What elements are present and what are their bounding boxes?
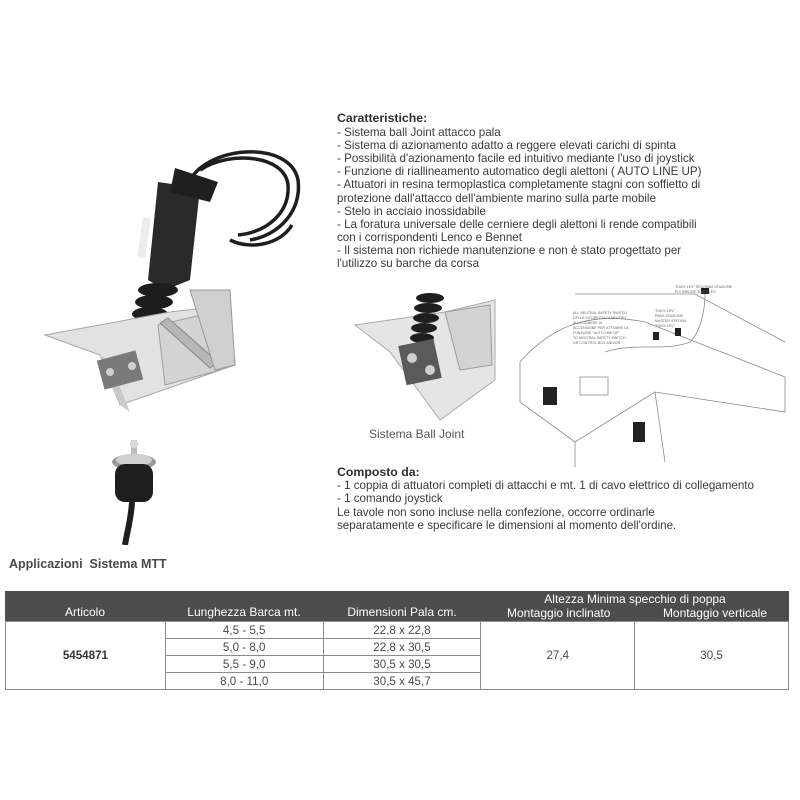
svg-text:TO NEUTRAL SAFETY SWITCH: TO NEUTRAL SAFETY SWITCH bbox=[573, 336, 626, 340]
features-line: protezione dall'attacco dell'ambiente marino sulla parte mobile bbox=[337, 191, 656, 205]
header-vertical: Montaggio verticale bbox=[662, 606, 767, 620]
header-min-height-label: Altezza Minima specchio di poppa bbox=[544, 592, 726, 606]
applications-title: Applicazioni Sistema MTT bbox=[9, 557, 167, 571]
vertical-value: 30,5 bbox=[635, 622, 789, 690]
ball-joint-caption: Sistema Ball Joint bbox=[369, 427, 465, 441]
svg-text:ALLA CENERE DI: ALLA CENERE DI bbox=[573, 321, 603, 325]
boat-length-cell: 5,5 - 9,0 bbox=[165, 656, 323, 673]
svg-text:"EASY-LEV": "EASY-LEV" bbox=[655, 324, 675, 328]
svg-text:"EASY-LEV" SECONDA STAZIONE: "EASY-LEV" SECONDA STAZIONE bbox=[675, 285, 733, 289]
svg-text:OR CONTROL BOX AND/OR: OR CONTROL BOX AND/OR bbox=[573, 341, 621, 345]
features-line: l'utilizzo su barche da corsa bbox=[337, 257, 480, 271]
svg-text:"EASY-LEV": "EASY-LEV" bbox=[655, 309, 675, 313]
header-min-height bbox=[481, 591, 789, 621]
svg-text:DELLA SICUREZZA DI NEUTRO: DELLA SICUREZZA DI NEUTRO bbox=[573, 316, 627, 320]
header-blade-dims: Dimensioni Pala cm. bbox=[323, 591, 481, 621]
svg-text:ALL NEUTRAL SAFETY SWITCH: ALL NEUTRAL SAFETY SWITCH bbox=[573, 311, 627, 315]
article-code: 5454871 bbox=[6, 622, 166, 690]
features-line: - Possibilità d'azionamento facile ed intuitivo mediante l'uso di joystick bbox=[337, 152, 695, 166]
applications-table-body bbox=[5, 621, 789, 690]
features-line: con i corrispondenti Lenco e Bennet bbox=[337, 230, 522, 244]
header-inclined: Montaggio inclinato bbox=[507, 606, 611, 620]
composition-line: - 1 coppia di attuatori completi di attacchi e mt. 1 di cavo elettrico di collegamento bbox=[337, 479, 754, 493]
blade-dims-cell: 30,5 x 45,7 bbox=[323, 673, 481, 690]
boat-length-cell: 8,0 - 11,0 bbox=[165, 673, 323, 690]
applications-table bbox=[5, 591, 789, 621]
composition-line: separatamente e specificare le dimensioni al momento dell'ordine. bbox=[337, 518, 677, 532]
trim-tab-actuator-image bbox=[40, 140, 340, 440]
svg-text:FUNZIONE "AUTO LINE UP": FUNZIONE "AUTO LINE UP" bbox=[573, 331, 620, 335]
installation-diagram bbox=[515, 282, 793, 467]
svg-text:FLY BRIDGE "EASY-LEV": FLY BRIDGE "EASY-LEV" bbox=[675, 290, 717, 294]
composition-line: - 1 comando joystick bbox=[337, 492, 443, 506]
header-article: Articolo bbox=[5, 591, 165, 621]
svg-text:ACCENSIONE PER ATTIVARE LA: ACCENSIONE PER ATTIVARE LA bbox=[573, 326, 629, 330]
joystick-switch-image bbox=[105, 440, 165, 545]
features-line: - Il sistema non richiede manutenzione e non è stato progettato per bbox=[337, 243, 682, 257]
blade-dims-cell: 22,8 x 22,8 bbox=[323, 622, 481, 639]
features-line: - Sistema ball Joint attacco pala bbox=[337, 126, 501, 140]
table-row bbox=[6, 622, 789, 639]
svg-text:PARA STAZIONE: PARA STAZIONE bbox=[655, 314, 684, 318]
boat-length-cell: 5,0 - 8,0 bbox=[165, 639, 323, 656]
features-line: - Sistema di azionamento adatto a reggere elevati carichi di spinta bbox=[337, 139, 676, 153]
features-line: - Funzione di riallineamento automatico degli alettoni ( AUTO LINE UP) bbox=[337, 165, 702, 179]
blade-dims-cell: 22,8 x 30,5 bbox=[323, 639, 481, 656]
header-boat-length: Lunghezza Barca mt. bbox=[165, 591, 323, 621]
inclined-value: 27,4 bbox=[481, 622, 635, 690]
composition-block bbox=[337, 466, 797, 532]
table-header-row bbox=[5, 591, 789, 621]
boat-length-cell: 4,5 - 5,5 bbox=[165, 622, 323, 639]
features-line: - La foratura universale delle cerniere degli alettoni li rende compatibili bbox=[337, 217, 697, 231]
ball-joint-detail-image bbox=[350, 290, 500, 425]
composition-line: Le tavole non sono incluse nella confezione, occorre ordinarle bbox=[337, 505, 655, 519]
svg-text:MASTER STATION: MASTER STATION bbox=[655, 319, 687, 323]
features-heading: Caratteristiche: bbox=[337, 111, 428, 125]
features-line: - Stelo in acciaio inossidabile bbox=[337, 204, 486, 218]
features-block bbox=[337, 112, 797, 270]
composition-heading: Composto da: bbox=[337, 465, 420, 479]
blade-dims-cell: 30,5 x 30,5 bbox=[323, 656, 481, 673]
features-line: - Attuatori in resina termoplastica completamente stagni con soffietto di bbox=[337, 178, 701, 192]
